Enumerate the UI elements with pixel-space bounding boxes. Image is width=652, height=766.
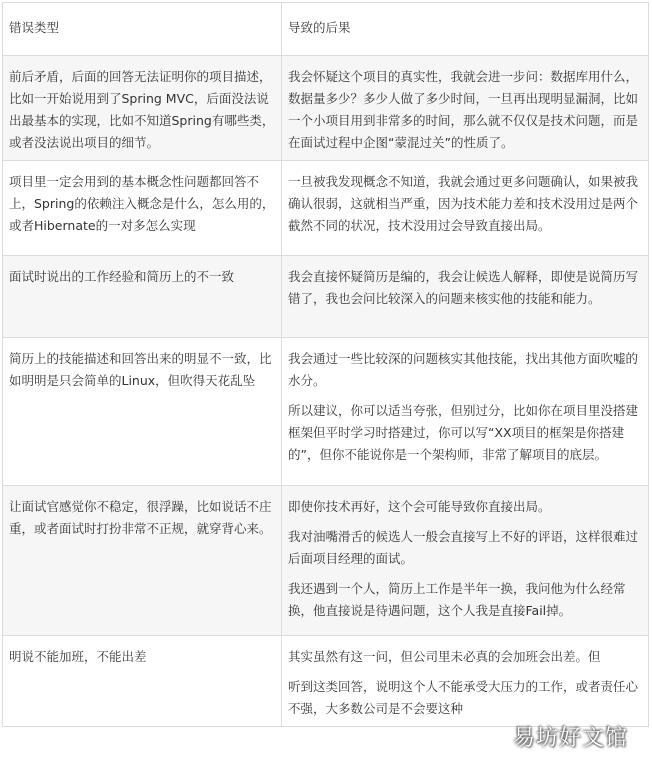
consequence-paragraph: 我会直接怀疑简历是编的，我会让候选人解释，即使是说简历写错了，我也会问比较深入的问题来核实他的技能和能力。 xyxy=(288,269,639,306)
consequence-paragraph: 我会通过一些比较深的问题核实其他技能，找出其他方面吹嘘的水分。 xyxy=(288,351,639,388)
table-header-row xyxy=(3,3,649,56)
consequence-cell xyxy=(282,636,649,727)
error-type-cell: 项目里一定会用到的基本概念性问题都回答不上，Spring的依赖注入概念是什么，怎么用的，或者Hibernate的一对多怎么实现 xyxy=(3,161,282,256)
consequence-paragraph: 其实虽然有这一问，但公司里未必真的会加班会出差。但 xyxy=(288,649,601,664)
consequence-paragraph: 听到这类回答，说明这个人不能承受大压力的工作，或者责任心不强，大多数公司是不会要这种 xyxy=(288,679,639,716)
error-type-cell: 前后矛盾，后面的回答无法证明你的项目描述，比如一开始说用到了Spring MVC，后面没法说出最基本的实现，比如不知道Spring有哪些类，或者没法说出项目的细节。 xyxy=(3,56,282,161)
header-error-type: 错误类型 xyxy=(3,3,282,56)
table-row xyxy=(3,161,649,256)
error-consequence-table xyxy=(2,2,648,727)
consequence-paragraph: 我会怀疑这个项目的真实性，我就会进一步问：数据库用什么，数据量多少？多少人做了多少时间，一旦再出现明显漏洞，比如一个小项目用到非常多的时间，那么就不仅仅是技术问题，而是在面试过程中企图“蒙混过关”的性质了。 xyxy=(288,69,639,150)
error-type-cell: 简历上的技能描述和回答出来的明显不一致，比如明明是只会简单的Linux，但吹得天花乱坠 xyxy=(3,338,282,486)
error-type-cell: 面试时说出的工作经验和简历上的不一致 xyxy=(3,256,282,338)
consequence-cell xyxy=(282,338,649,486)
error-type-cell: 明说不能加班，不能出差 xyxy=(3,636,282,727)
consequence-cell xyxy=(282,161,649,256)
error-type-cell: 让面试官感觉你不稳定，很浮躁，比如说话不庄重，或者面试时打扮非常不正规，就穿背心来。 xyxy=(3,486,282,636)
consequence-cell xyxy=(282,256,649,338)
consequence-paragraph: 一旦被我发现概念不知道，我就会通过更多问题确认，如果被我确认很弱，这就相当严重，因为技术能力差和技术没用过是两个截然不同的状况，技术没用过会导致直接出局。 xyxy=(288,174,639,233)
consequence-paragraph: 即使你技术再好，这个会可能导致你直接出局。 xyxy=(288,499,551,514)
consequence-paragraph: 我还遇到一个人，简历上工作是半年一换，我问他为什么经常换，他直接说是待遇问题，这个人我是直接Fail掉。 xyxy=(288,581,626,618)
table-row xyxy=(3,256,649,338)
table-row xyxy=(3,636,649,727)
consequence-paragraph: 所以建议，你可以适当夸张，但别过分，比如你在项目里没搭建框架但平时学习时搭建过，你可以写“XX项目的框架是你搭建的”，但你不能说你是一个架构师，非常了解项目的底层。 xyxy=(288,403,639,462)
table-row xyxy=(3,56,649,161)
site-watermark: 易坊好文馆 xyxy=(512,726,628,751)
consequence-cell xyxy=(282,56,649,161)
table-row xyxy=(3,338,649,486)
header-consequence: 导致的后果 xyxy=(282,3,649,56)
table-row xyxy=(3,486,649,636)
consequence-cell xyxy=(282,486,649,636)
consequence-paragraph: 我对油嘴滑舌的候选人一般会直接写上不好的评语，这样很难过后面项目经理的面试。 xyxy=(288,529,639,566)
